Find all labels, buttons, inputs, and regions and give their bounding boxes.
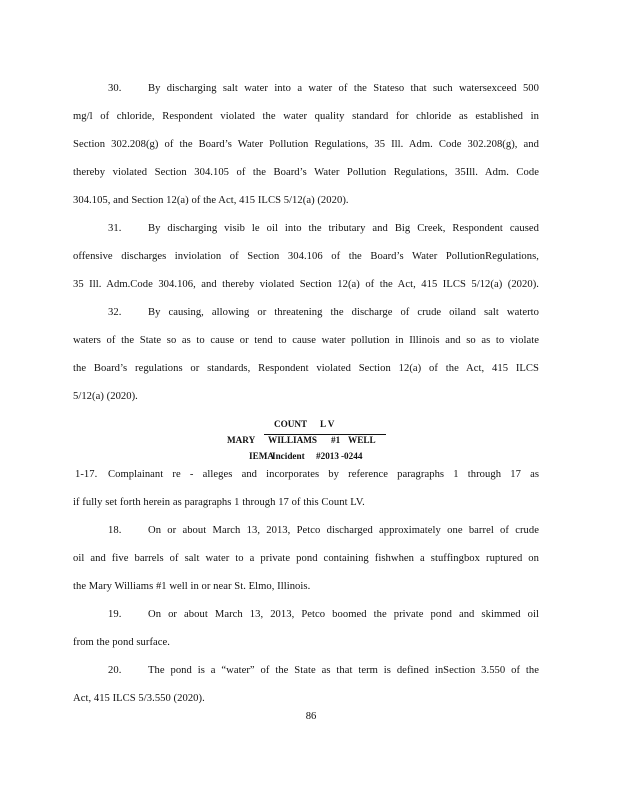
count-number: L V (320, 419, 335, 429)
paragraph-30-line-5: 304.105, and Section 12(a) of the Act, 415 ILCS 5/12(a) (2020). (73, 195, 349, 206)
count-label: COUNT (274, 419, 308, 429)
paragraph-32-line-3: the Board’s regulations or standards, Respondent violated Section 12(a) of the Act, 415 ILCS (73, 363, 539, 374)
paragraph-31-line-2: offensive discharges inviolation of Section 304.106 of the Board’s Water PollutionRegulations, (73, 251, 539, 262)
well-name-underline: WILLIAMS #1 WELL (264, 434, 386, 435)
paragraph-18-line-3: the Mary Williams #1 well in or near St. Elmo, Illinois. (73, 581, 311, 592)
paragraph-number: 20. (108, 665, 122, 676)
page-number: 86 (305, 711, 317, 722)
incident-agency: IEMA (249, 451, 275, 461)
paragraph-30-line-3: Section 302.208(g) of the Board’s Water Pollution Regulations, 35 Ill. Adm. Code 302.208(g), and (73, 139, 539, 150)
paragraph-number: 31. (108, 223, 122, 234)
paragraph-number: 1-17. (75, 469, 98, 480)
well-name-first: MARY (227, 435, 256, 445)
paragraph-31-line-1: 31. By discharging visib le oil into the tributary and Big Creek, Respondent caused (108, 223, 539, 234)
paragraph-18-line-2: oil and five barrels of salt water to a private pond containing fishwhen a stuffingbox ruptured on (73, 553, 539, 564)
paragraph-19-line-1: 19. On or about March 13, 2013, Petco boomed the private pond and skimmed oil (108, 609, 539, 620)
paragraph-30-line-2: mg/l of chloride, Respondent violated the water quality standard for chloride as established in (73, 111, 539, 122)
paragraph-32-line-1: 32. By causing, allowing or threatening the discharge of crude oiland salt waterto (108, 307, 539, 318)
paragraph-32-line-2: waters of the State so as to cause or tend to cause water pollution in Illinois and so as to violate (73, 335, 539, 346)
paragraph-number: 30. (108, 83, 122, 94)
paragraph-20-line-2: Act, 415 ILCS 5/3.550 (2020). (73, 693, 205, 704)
paragraph-number: 18. (108, 525, 122, 536)
paragraph-30-line-1: 30. By discharging salt water into a water of the Stateso that such watersexceed 500 (108, 83, 539, 94)
incident-label: Incident (272, 451, 305, 461)
paragraph-19-line-2: from the pond surface. (73, 637, 170, 648)
paragraph-18-line-1: 18. On or about March 13, 2013, Petco discharged approximately one barrel of crude (108, 525, 539, 536)
incident-year: #2013 (316, 451, 339, 461)
paragraph-number: 19. (108, 609, 122, 620)
paragraph-31-line-3: 35 Ill. Adm.Code 304.106, and thereby violated Section 12(a) of the Act, 415 ILCS 5/12(a) (2020). (73, 279, 539, 290)
paragraph-20-line-1: 20. The pond is a “water” of the State as that term is defined inSection 3.550 of the (108, 665, 539, 676)
paragraph-32-line-4: 5/12(a) (2020). (73, 391, 138, 402)
paragraph-number: 32. (108, 307, 122, 318)
paragraph-1-17-line-1: 1-17. Complainant re - alleges and incorporates by reference paragraphs 1 through 17 as (75, 469, 539, 480)
paragraph-1-17-line-2: if fully set forth herein as paragraphs 1 through 17 of this Count LV. (73, 497, 365, 508)
incident-number: -0244 (341, 451, 363, 461)
paragraph-30-line-4: thereby violated Section 304.105 of the Board’s Water Pollution Regulations, 35Ill. Adm. Code (73, 167, 539, 178)
